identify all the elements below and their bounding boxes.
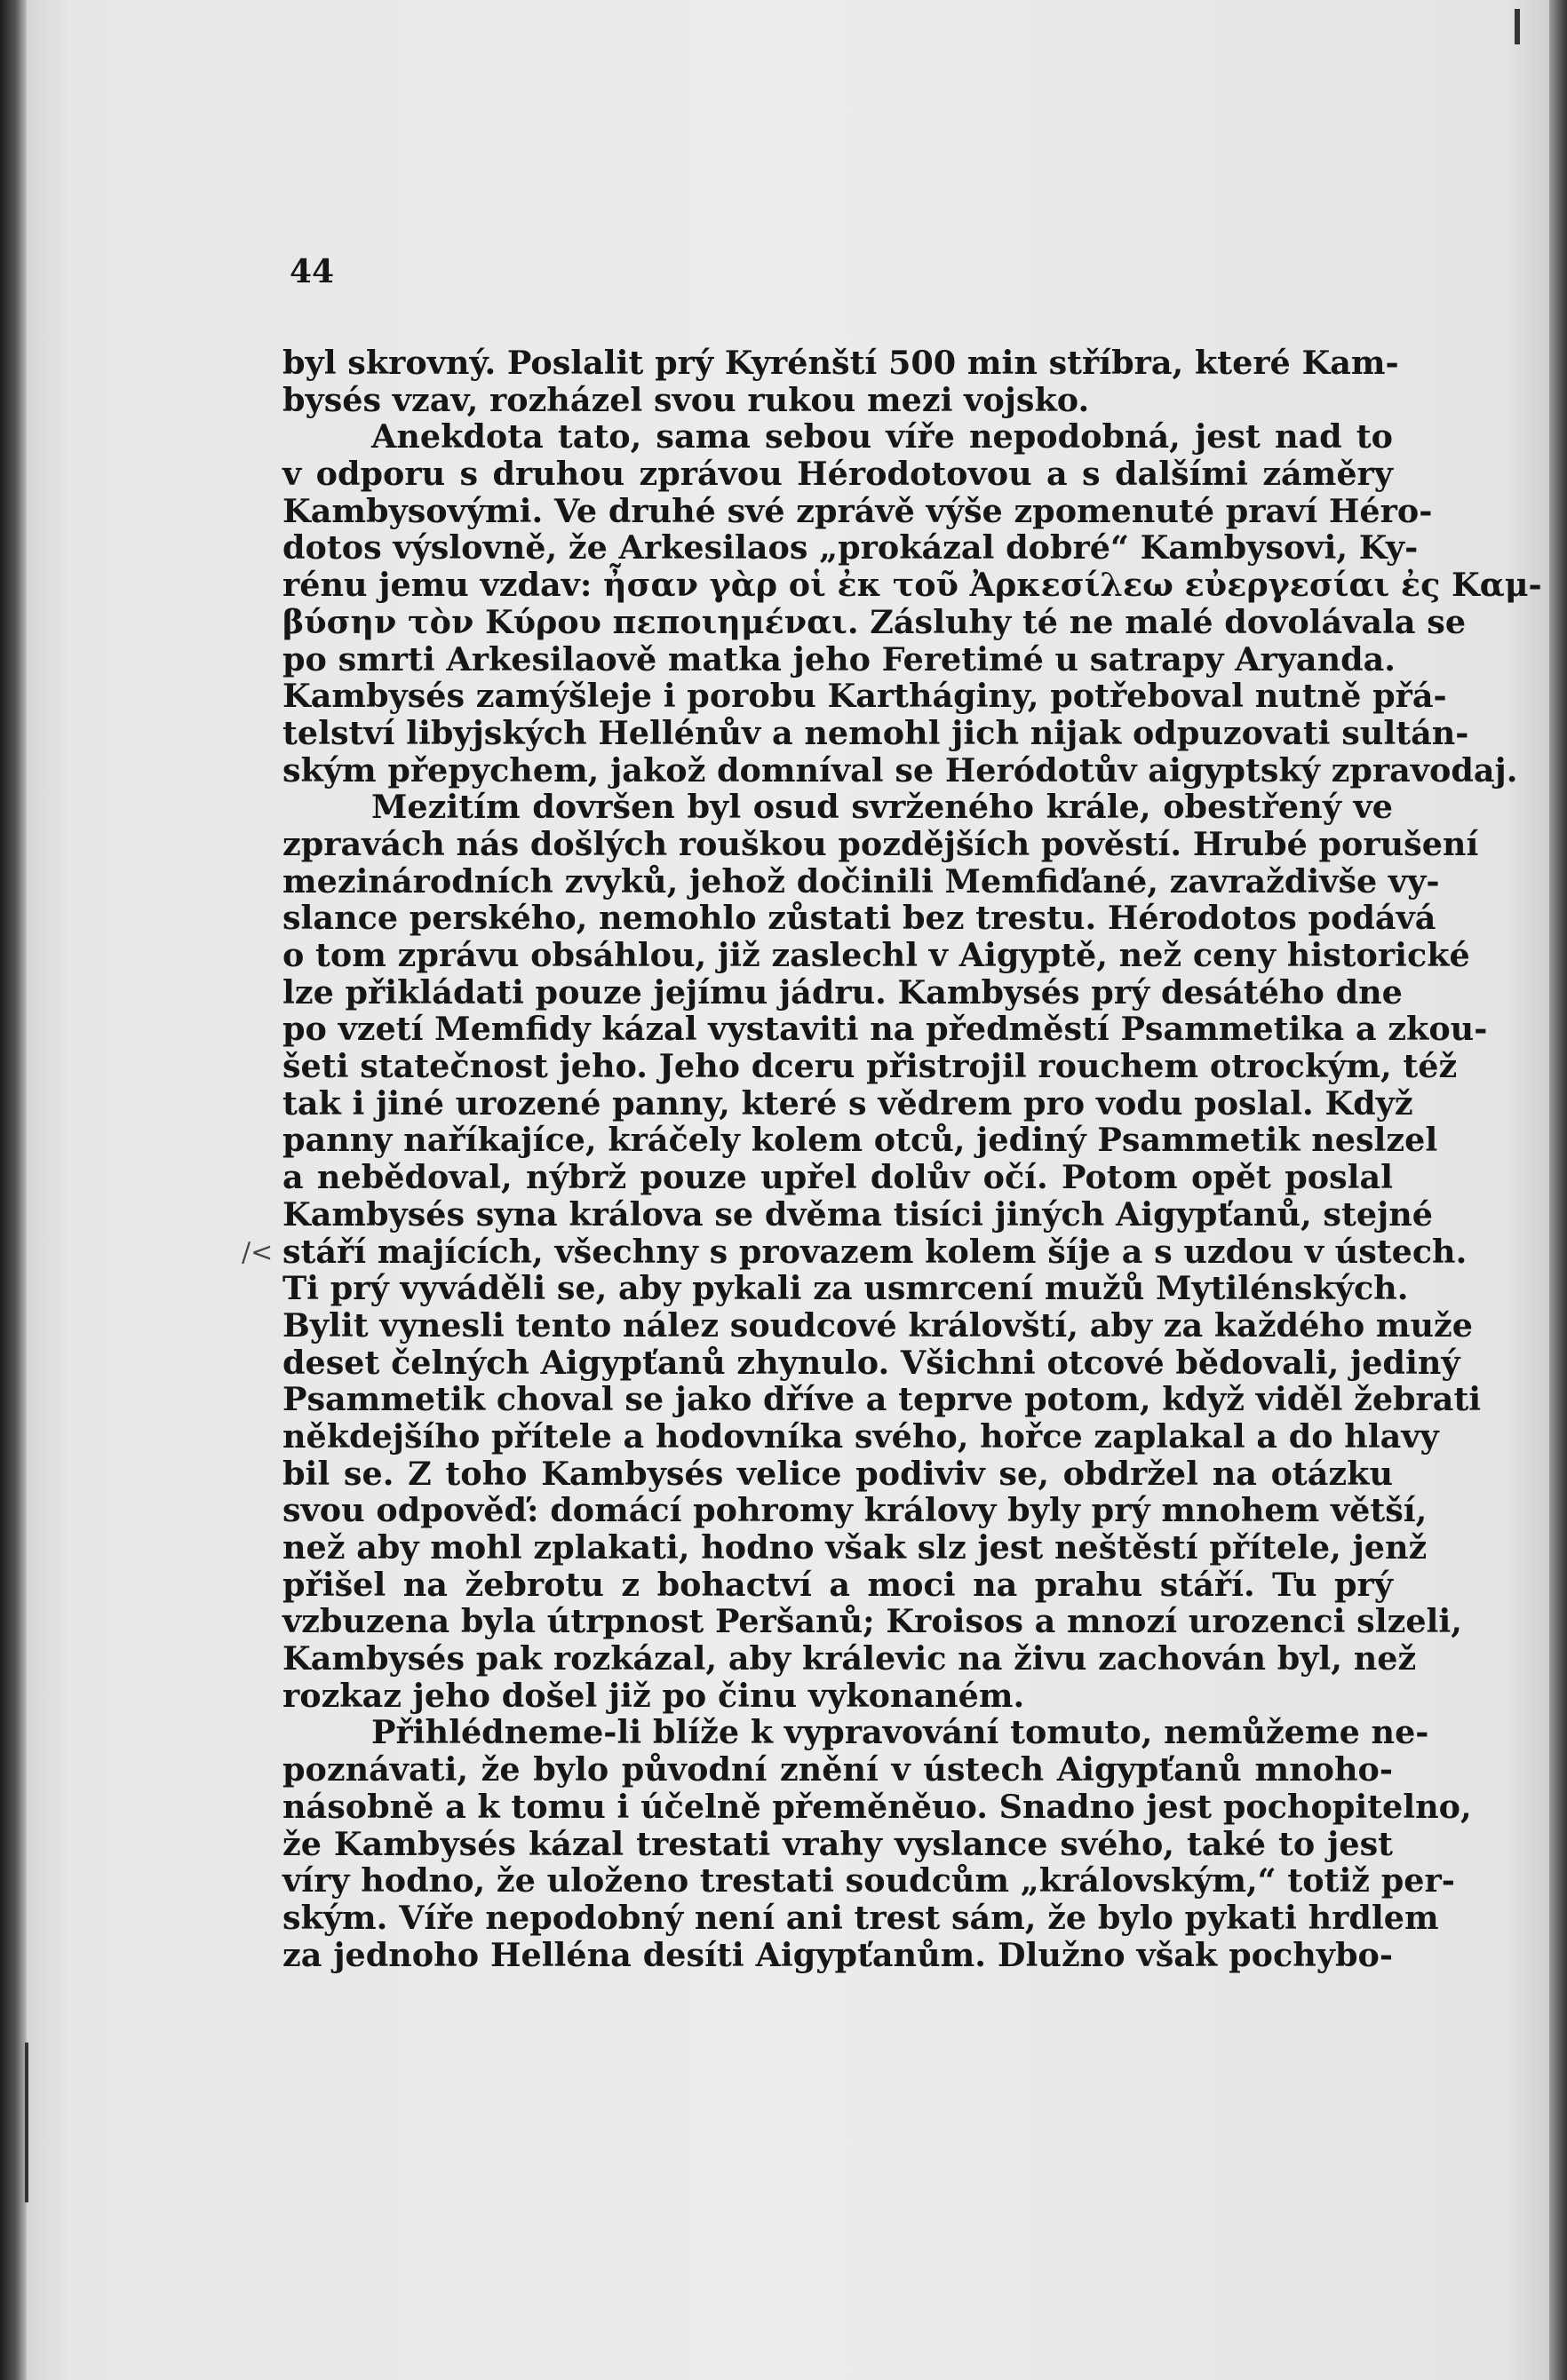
text-line: svou odpověď: domácí pohromy královy byly prý mnohem větší, [282,1491,1428,1530]
text-line: po vzetí Memfidy kázal vystaviti na předměstí Psammetika a zkou- [282,1010,1488,1049]
text-line: Kambysés zamýšleje i porobu Kartháginy, potřeboval nutně přá- [282,677,1447,716]
text-line: Mezitím dovršen byl osud svrženého krále, obestřený ve [371,788,1393,827]
text-line: rénu jemu vzdav: ἦσαν γὰρ οἱ ἐκ τοῦ Ἀρκεσίλεω εὐεργεσίαι ἐς Καμ- [282,566,1542,605]
text-line: Kambysés pak rozkázal, aby králevic na živu zachován byl, než [282,1639,1417,1678]
text-line: stáří majících, všechny s provazem kolem šíje a s uzdou v ústech. [282,1232,1468,1271]
page-number: 44 [290,253,335,290]
text-line: Přihlédneme-li blíže k vypravování tomuto, nemůžeme ne- [371,1713,1429,1752]
text-line: násobně a k tomu i účelně přeměněuo. Snadno jest pochopitelno, [282,1787,1472,1826]
text-line: Ti prý vyváděli se, aby pykali za usmrcení mužů Mytilénských. [282,1269,1409,1308]
text-line: tak i jiné urozené panny, které s vědrem pro vodu poslal. Když [282,1083,1413,1123]
text-line: přišel na žebrotu z bohactví a moci na prahu stáří. Tu prý [282,1565,1393,1604]
margin-annotation: /< [242,1237,274,1268]
text-line: bysés vzav, rozházel svou rukou mezi vojsko. [282,380,1090,419]
text-line: zpravách nás došlých rouškou pozdějších pověstí. Hrubé porušení [282,824,1479,863]
text-line: rozkaz jeho došel již po činu vykonaném. [282,1676,1025,1715]
text-line: v odporu s druhou zprávou Hérodotovou a s dalšími záměry [282,455,1393,494]
text-line: za jednoho Helléna desíti Aigypťanům. Dlužno však pochybo- [282,1935,1393,1974]
text-line: deset čelných Aigypťanů zhynulo. Všichni otcové bědovali, jediný [282,1343,1460,1382]
text-line: Bylit vynesli tento nález soudcové královští, aby za každého muže [282,1305,1473,1345]
text-line: Kambysovými. Ve druhé své zprávě výše zpomenuté praví Héro- [282,491,1433,530]
text-line: po smrti Arkesilaově matka jeho Feretimé u satrapy Aryanda. [282,639,1396,678]
text-line: poznávati, že bylo původní znění v ústech Aigypťanů mnoho- [282,1750,1393,1789]
scan-edge-left [0,0,27,2380]
text-line: mezinárodních zvyků, jehož dočinili Memfiďané, zavraždivše vy- [282,861,1440,900]
scan-edge-right [1549,0,1567,2380]
text-line: vzbuzena byla útrpnost Peršanů; Kroisos a mnozí urozenci slzeli, [282,1602,1462,1641]
text-line: že Kambysés kázal trestati vrahy vyslance svého, také to jest [282,1824,1393,1863]
text-line: ským. Víře nepodobný není ani trest sám, že bylo pykati hrdlem [282,1898,1439,1937]
text-line: telství libyjských Hellénův a nemohl jich nijak odpuzovati sultán- [282,713,1469,752]
text-line: Psammetik choval se jako dříve a teprve potom, když viděl žebrati [282,1380,1482,1419]
text-line: lze přikládati pouze jejímu jádru. Kambysés prý desátého dne [282,972,1403,1012]
scan-artifact-line [1515,9,1520,44]
text-line: Anekdota tato, sama sebou víře nepodobná, jest nad to [371,417,1393,456]
text-line: víry hodno, že uloženo trestati soudcům „královským,“ totiž per- [282,1861,1455,1900]
text-line: βύσην τὸν Κύρου πεποιημέναι. Zásluhy té ne malé dovolávala se [282,602,1467,641]
text-line: někdejšího přítele a hodovníka svého, hořce zaplakal a do hlavy [282,1416,1439,1456]
text-line: byl skrovný. Poslalit prý Kyrénští 500 min stříbra, které Kam- [282,344,1399,382]
body-text [282,344,1542,1974]
text-line: Kambysés syna králova se dvěma tisíci jiných Aigypťanů, stejné [282,1194,1434,1234]
text-line: panny naříkajíce, kráčely kolem otců, jediný Psammetik neslzel [282,1121,1438,1160]
text-line: šeti statečnost jeho. Jeho dceru přistrojil rouchem otrockým, též [282,1047,1458,1086]
scan-artifact-line [25,2043,28,2202]
text-line: o tom zprávu obsáhlou, již zaslechl v Aigyptě, než ceny historické [282,936,1470,974]
text-line: než aby mohl zplakati, hodno však slz jest neštěstí přítele, jenž [282,1528,1428,1567]
text-line: dotos výslovně, že Arkesilaos „prokázal dobré“ Kambysovi, Ky- [282,528,1419,567]
text-line: bil se. Z toho Kambysés velice podiviv se, obdržel na otázku [282,1454,1393,1493]
text-line: a nebědoval, nýbrž pouze upřel dolův očí. Potom opět poslal [282,1158,1393,1197]
text-line: ským přepychem, jakož domníval se Heródotův aigyptský zpravodaj. [282,750,1518,789]
text-line: slance perského, nemohlo zůstati bez trestu. Hérodotos podává [282,899,1436,938]
